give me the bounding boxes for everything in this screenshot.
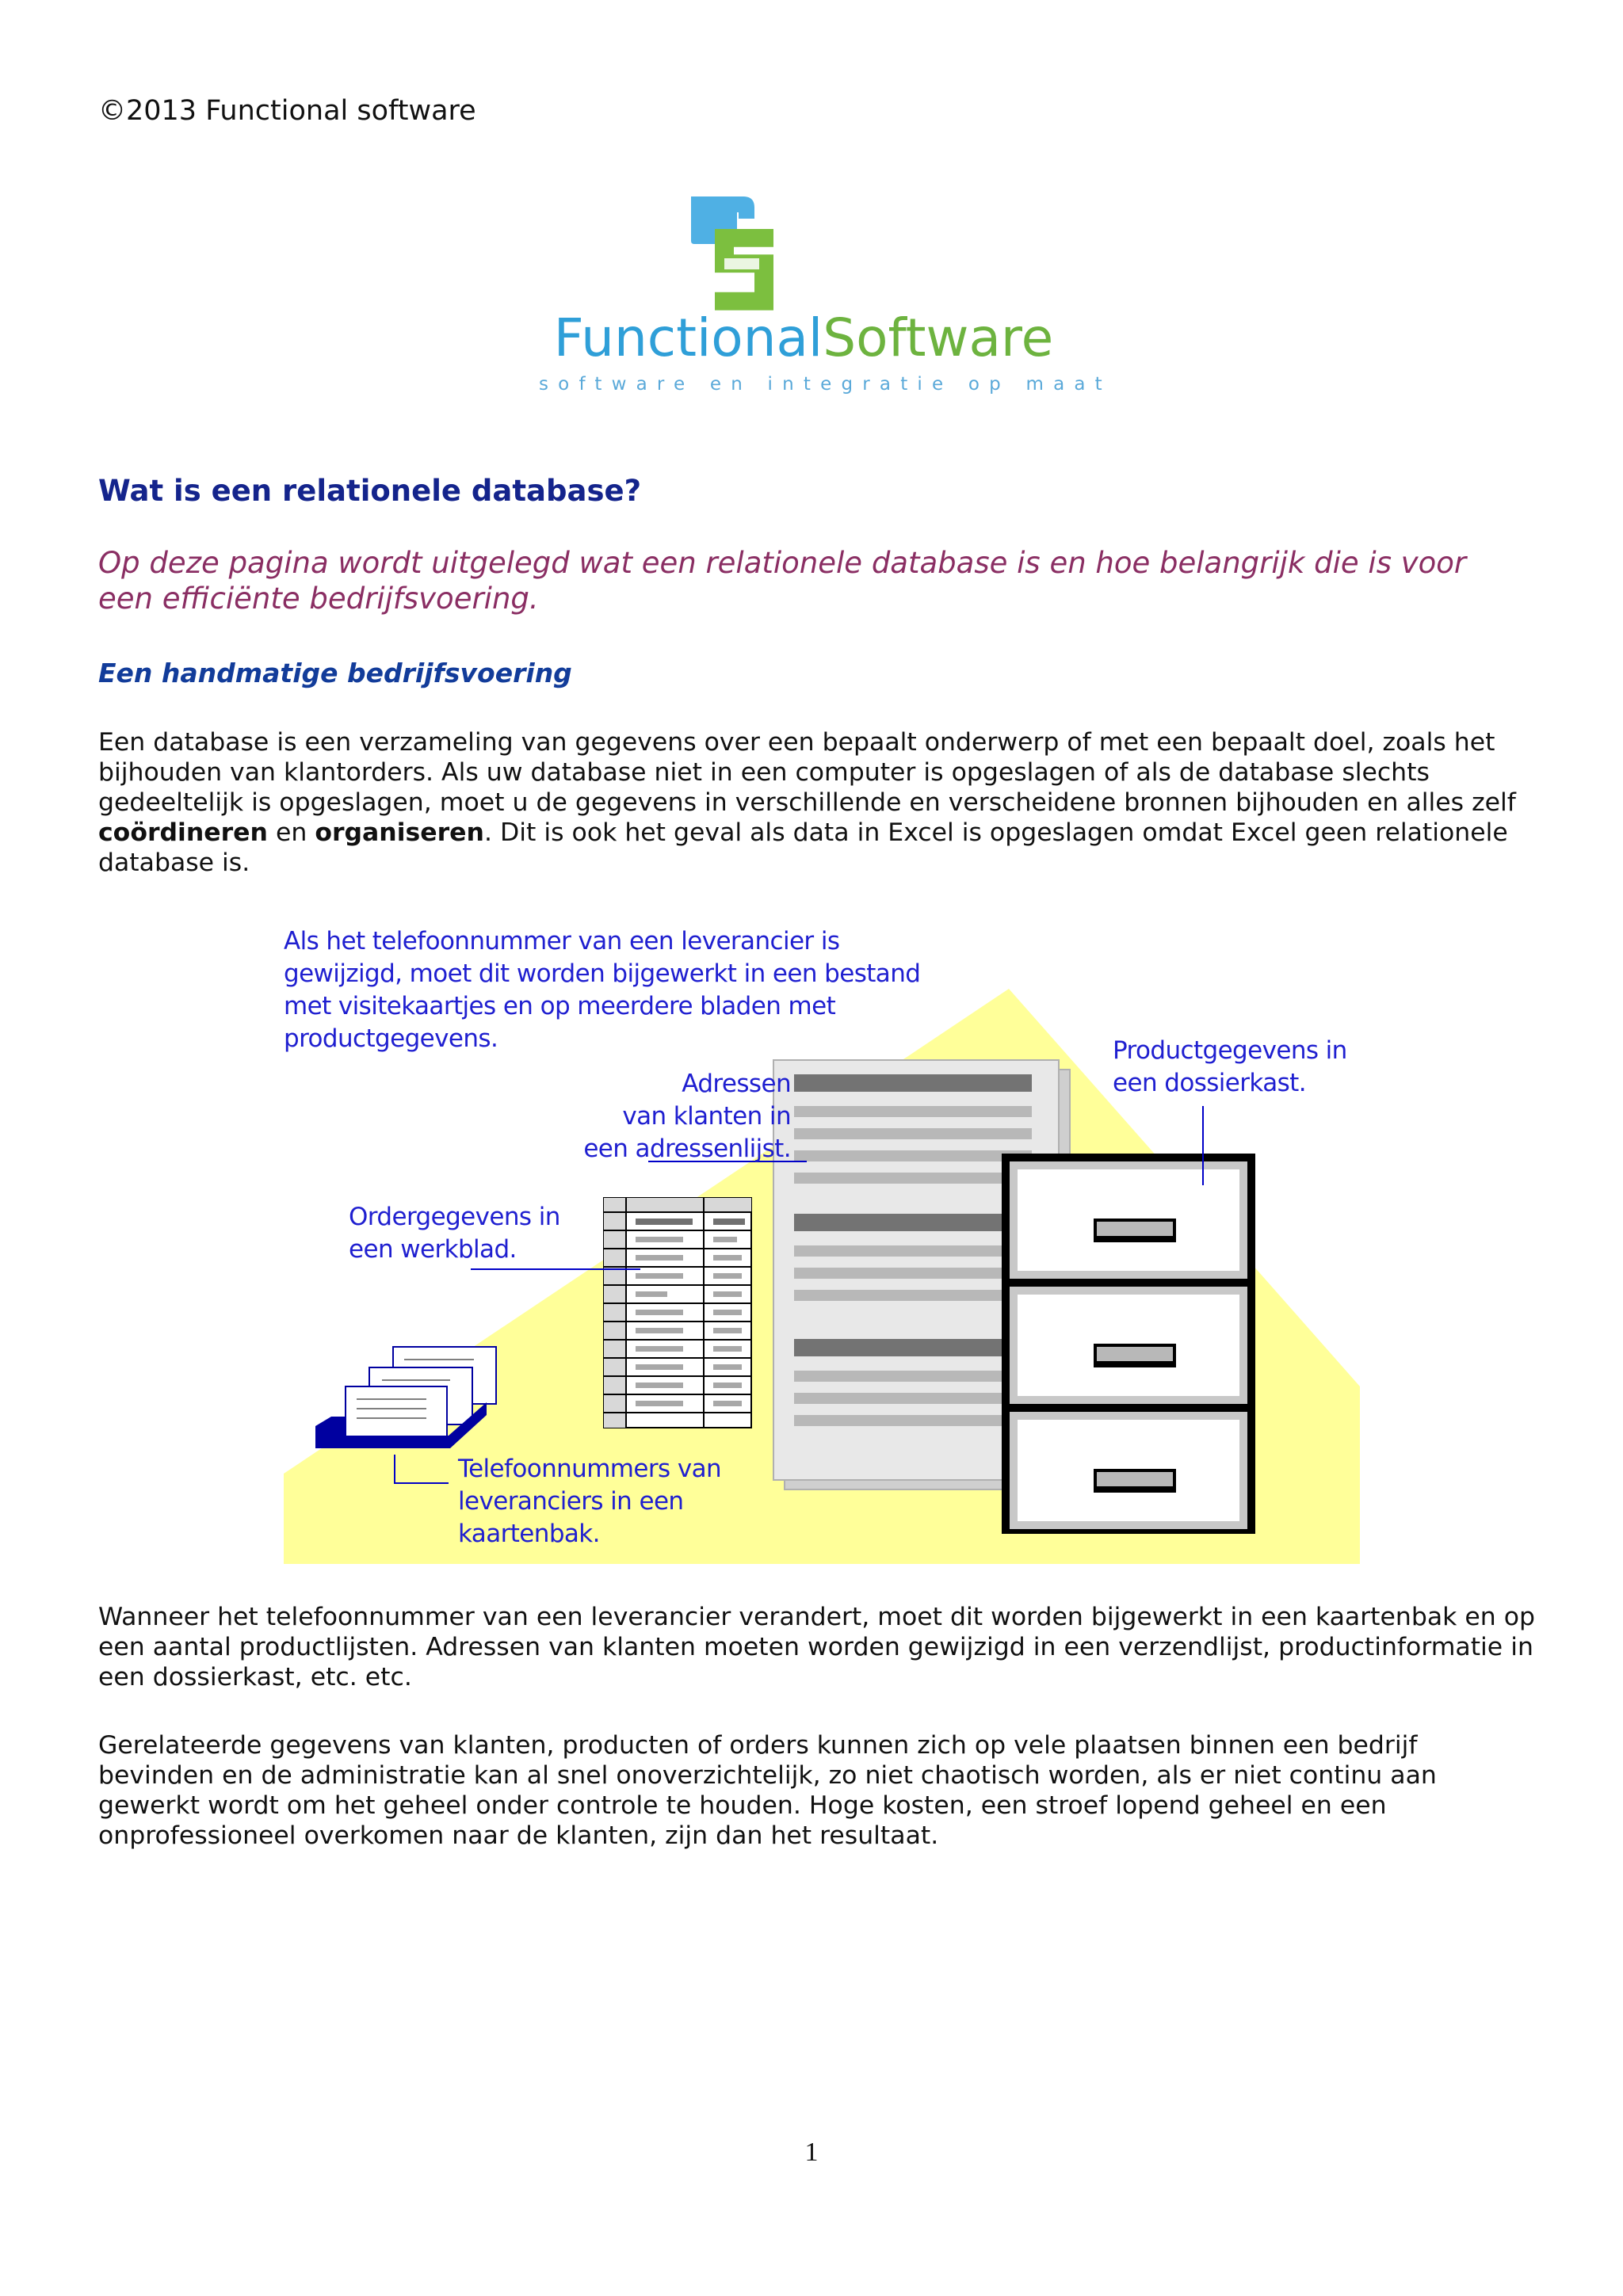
emphasis-coordineren: coördineren <box>98 818 268 847</box>
worksheet-icon <box>604 1198 751 1428</box>
label-orders: Ordergegevens in een werkblad. <box>349 1203 560 1264</box>
page-number: 1 <box>804 2138 819 2167</box>
label-phone-change: Als het telefoonnummer van een leverancier is gewijzigd, moet dit worden bijgewerkt in een bestand met visitekaartjes en op meerdere bladen met productgegevens. <box>284 927 921 1053</box>
copyright-text: ©2013 Functional software <box>98 95 476 127</box>
filing-cabinet-icon <box>1002 1154 1255 1534</box>
label-cards: Telefoonnummers van leveranciers in een kaartenbak. <box>458 1455 722 1548</box>
logo-mark <box>536 190 1071 317</box>
section-heading: Een handmatige bedrijfsvoering <box>98 658 572 688</box>
database-illustration <box>284 919 1360 1564</box>
body-paragraph-1: Een database is een verzameling van gegevens over een bepaalt onderwerp of met een bepaalt doel, zoals het bijhouden van klantorders. Als uw database niet in een computer is opgeslagen of als de database slechts gedeeltelijk is opgeslagen, moet u de gegevens in verschillende en verscheidene bronnen bijhouden en alles zelf coördineren en organiseren. Dit is ook het geval als data in Excel is opgeslagen omdat Excel geen relationele database is. <box>98 728 1516 877</box>
body-paragraph-3: Gerelateerde gegevens van klanten, producten of orders kunnen zich op vele plaatsen binnen een bedrijf bevinden en de administratie kan al snel onoverzichtelijk, zo niet chaotisch worden, als er niet continu aan gewerkt wordt om het geheel onder controle te houden. Hoge kosten, een stroef lopend geheel en een onprofessioneel overkomen naar de klanten, zijn dan het resultaat. <box>98 1731 1437 1850</box>
intro-text: Op deze pagina wordt uitgelegd wat een relationele database is en hoe belangrijk die is voor een efficiënte bedrijfsvoering. <box>98 546 1467 616</box>
logo-wordmark: FunctionalSoftware <box>553 307 1054 368</box>
emphasis-organiseren: organiseren <box>315 818 484 847</box>
logo-tagline: software en integratie op maat <box>539 374 1112 395</box>
label-addresses: Adressen van klanten in een adressenlijst. <box>583 1070 791 1163</box>
body-paragraph-2: Wanneer het telefoonnummer van een leverancier verandert, moet dit worden bijgewerkt in een kaartenbak en op een aantal productlijsten. Adressen van klanten moeten worden gewijzigd in een verzendlijst, productinformatie in een dossierkast, etc. etc. <box>98 1603 1536 1691</box>
company-logo <box>536 190 1112 404</box>
label-products: Productgegevens in een dossierkast. <box>1113 1036 1347 1097</box>
page-title: Wat is een relationele database? <box>98 474 642 508</box>
